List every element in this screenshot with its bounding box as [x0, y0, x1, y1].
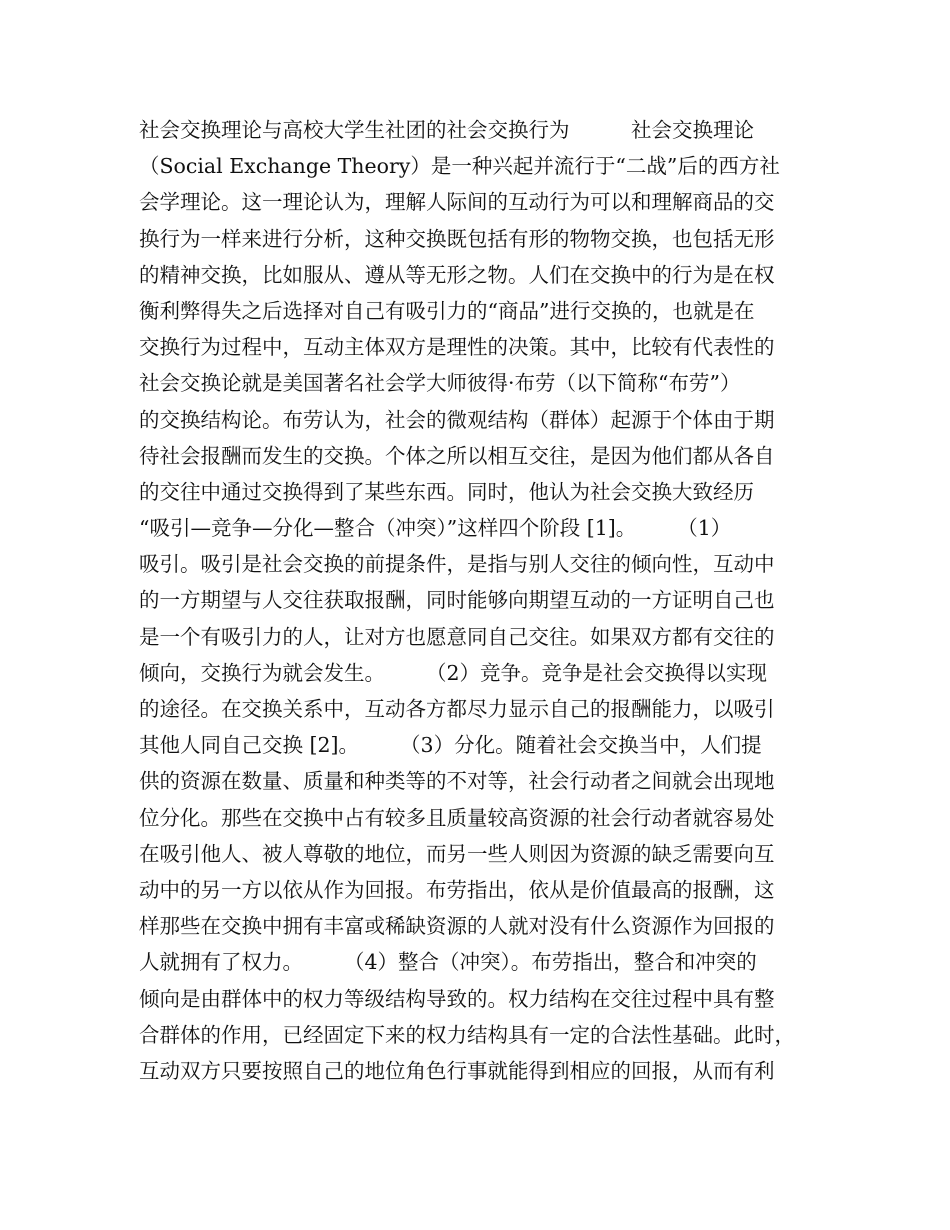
- text-line-21: 在吸引他人、被人尊敬的地位，而另一些人则因为资源的缺乏需要向互: [139, 841, 775, 866]
- text-line-3: 会学理论。这一理论认为，理解人际间的互动行为可以和理解商品的交: [139, 190, 775, 215]
- body-text: [139, 112, 839, 1089]
- text-line-25: 倾向是由群体中的权力等级结构导致的。权力结构在交往过程中具有整: [139, 986, 775, 1011]
- text-line-10: 待社会报酬而发生的交换。个体之所以相互交往，是因为他们都从各自: [139, 443, 775, 468]
- text-line-2: （Social Exchange Theory）是一种兴起并流行于“二战”后的西方社: [139, 154, 780, 179]
- text-line-8: 社会交换论就是美国著名社会学大师彼得·布劳（以下简称“布劳”）: [139, 371, 741, 396]
- text-line-12: “吸引—竞争—分化—整合（冲突）”这样四个阶段 [1]。 （1）: [139, 516, 732, 541]
- text-line-15: 是一个有吸引力的人，让对方也愿意同自己交往。如果双方都有交往的: [139, 624, 775, 649]
- text-line-23: 样那些在交换中拥有丰富或稀缺资源的人就对没有什么资源作为回报的: [139, 914, 775, 939]
- text-line-20: 位分化。那些在交换中占有较多且质量较高资源的社会行动者就容易处: [139, 805, 775, 830]
- text-line-5: 的精神交换，比如服从、遵从等无形之物。人们在交换中的行为是在权: [139, 262, 775, 287]
- text-line-4: 换行为一样来进行分析，这种交换既包括有形的物物交换，也包括无形: [139, 226, 775, 251]
- text-line-27: 互动双方只要按照自己的地位角色行事就能得到相应的回报，从而有利: [139, 1058, 775, 1083]
- text-line-13: 吸引。吸引是社会交换的前提条件，是指与别人交往的倾向性，互动中: [139, 552, 775, 577]
- text-line-17: 的途径。在交换关系中，互动各方都尽力显示自己的报酬能力，以吸引: [139, 697, 775, 721]
- text-line-14: 的一方期望与人交往获取报酬，同时能够向期望互动的一方证明自己也: [139, 588, 775, 613]
- text-line-22: 动中的另一方以依从作为回报。布劳指出，依从是价值最高的报酬，这: [139, 877, 775, 902]
- text-line-7: 交换行为过程中，互动主体双方是理性的决策。其中，比较有代表性的: [139, 335, 775, 360]
- text-line-6: 衡利弊得失之后选择对自己有吸引力的“商品”进行交换的，也就是在: [139, 298, 755, 323]
- text-line-26: 合群体的作用，已经固定下来的权力结构具有一定的合法性基础。此时，: [139, 1022, 795, 1047]
- text-line-1: 社会交换理论与高校大学生社团的社会交换行为 社会交换理论: [139, 118, 754, 142]
- text-line-19: 供的资源在数量、质量和种类等的不对等，社会行动者之间就会出现地: [139, 769, 775, 794]
- text-line-16: 倾向，交换行为就会发生。 （2）竞争。竞争是社会交换得以实现: [139, 660, 768, 685]
- text-line-9: 的交换结构论。布劳认为，社会的微观结构（群体）起源于个体由于期: [139, 407, 775, 432]
- text-line-11: 的交往中通过交换得到了某些东西。同时，他认为社会交换大致经历: [139, 479, 754, 504]
- text-line-18: 其他人同自己交换 [2]。 （3）分化。随着社会交换当中，人们提: [139, 733, 762, 758]
- text-line-24: 人就拥有了权力。 （4）整合（冲突）。布劳指出，整合和冲突的: [139, 950, 757, 975]
